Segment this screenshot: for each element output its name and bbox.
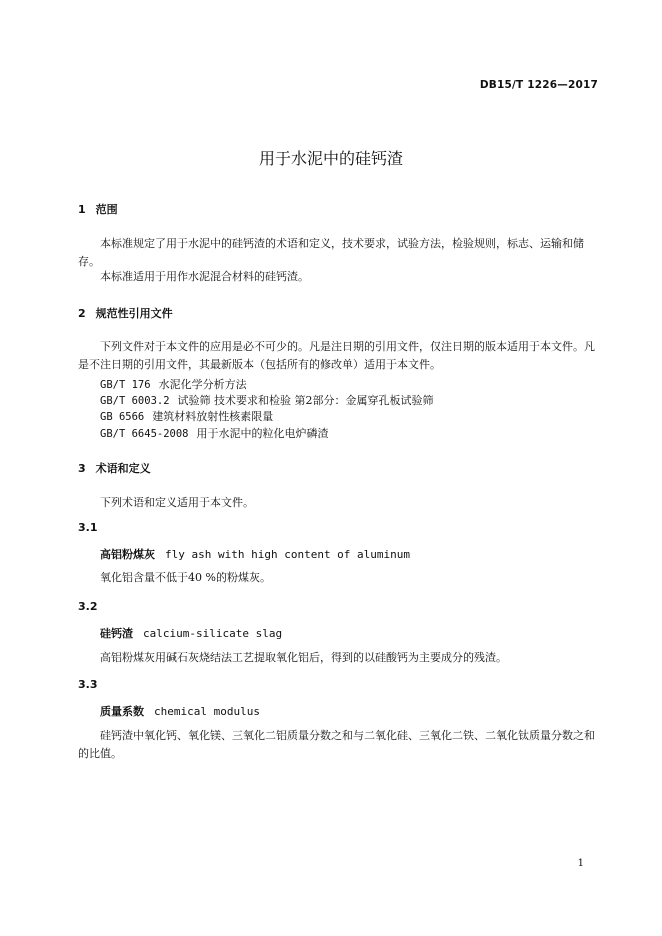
terms-intro-paragraph: 下列术语和定义适用于本文件。 [100,496,254,509]
reference-title: 建筑材料放射性核素限量 [152,410,274,423]
reference-code: GB/T 6003.2 [100,395,170,407]
scope-paragraph: 本标准规定了用于水泥中的硅钙渣的术语和定义，技术要求，试验方法，检验规则，标志、运输和储存。 [78,237,584,268]
term-name-zh: 硅钙渣 [100,627,133,640]
term-name-en: calcium-silicate slag [143,627,283,640]
term-number: 3.3 [78,678,98,691]
reference-item [100,408,273,424]
term-number: 3.1 [78,521,98,534]
reference-item [100,376,247,392]
term-name-en: fly ash with high content of aluminum [165,548,411,561]
reference-code: GB/T 6645-2008 [100,428,189,440]
term-name-zh: 高铝粉煤灰 [100,548,155,561]
reference-title: 用于水泥中的粒化电炉磷渣 [196,427,329,440]
reference-code: GB 6566 [100,411,145,423]
term-definition: 硅钙渣中氧化钙、氧化镁、三氧化二铝质量分数之和与二氧化硅、三氧化二铁、二氧化钛质量分数之和的比值。 [78,729,595,760]
term-definition: 高铝粉煤灰用碱石灰烧结法工艺提取氧化铝后，得到的以硅酸钙为主要成分的残渣。 [100,651,507,664]
section-heading-scope [78,201,118,217]
references-intro-paragraph: 下列文件对于本文件的应用是必不可少的。凡是注日期的引用文件，仅注日期的版本适用于本文件。凡是不注日期的引用文件，其最新版本（包括所有的修改单）适用于本文件。 [78,340,595,371]
section-heading-normative-references [78,305,173,321]
section-title: 规范性引用文件 [95,307,173,320]
section-number: 3 [78,462,86,475]
term-entry [100,546,410,562]
reference-item [100,392,434,408]
section-heading-terms-and-definitions [78,460,151,476]
reference-title: 试验筛 技术要求和检验 第2部分：金属穿孔板试验筛 [177,394,434,407]
term-number: 3.2 [78,600,98,613]
term-entry [100,625,282,641]
reference-code: GB/T 176 [100,379,151,391]
term-name-zh: 质量系数 [100,705,144,718]
scope-paragraph: 本标准适用于用作水泥混合材料的硅钙渣。 [100,270,309,283]
section-number: 1 [78,203,86,216]
term-definition: 氧化铝含量不低于40 %的粉煤灰。 [100,571,271,584]
document-title: 用于水泥中的硅钙渣 [258,149,403,168]
reference-item [100,425,329,441]
section-number: 2 [78,307,86,320]
standard-code: DB15/T 1226—2017 [479,79,598,91]
page-number: 1 [577,858,584,869]
term-name-en: chemical modulus [154,705,260,718]
reference-title: 水泥化学分析方法 [158,378,247,391]
section-title: 范围 [95,203,118,216]
section-title: 术语和定义 [95,462,151,475]
term-entry [100,703,260,719]
